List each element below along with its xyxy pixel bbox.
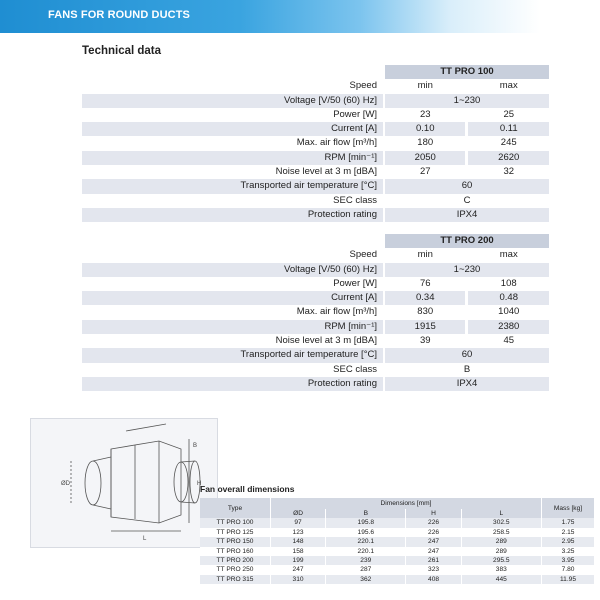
spec-label: Power [W] [333,277,377,289]
tech-data-table-tt-pro-100 [82,65,549,222]
spec-label: SEC class [333,194,377,206]
cell-mass: 2.15 [542,528,595,537]
dim-label-l: L [143,536,147,542]
spec-min: 180 [417,137,434,149]
cell-mass: 7.80 [542,565,595,574]
cell-b: 287 [326,565,406,574]
fan-outline-drawing [31,419,217,547]
cell-l: 383 [461,565,541,574]
dimensions-table [200,498,595,584]
cell-l: 295.5 [461,556,541,565]
spec-row [82,363,549,377]
spec-min: 76 [419,277,431,289]
cell-d: 158 [271,547,326,556]
spec-label: Power [W] [333,108,377,120]
spec-label: RPM [min⁻¹] [82,320,383,334]
spec-max: 1040 [498,306,520,318]
cell-b: 239 [326,556,406,565]
spec-min: 830 [417,306,434,318]
spec-min: min [417,80,433,92]
spec-row [82,194,549,208]
table-row [200,528,595,537]
spec-min: 39 [419,335,431,347]
cell-l: 302.5 [461,518,541,527]
table-row [200,518,595,527]
spec-max: 2620 [468,151,549,165]
spec-row [82,79,549,93]
dimensions-col-mass: Mass [kg] [542,498,595,518]
spec-label: Transported air temperature [°C] [82,348,383,362]
cell-type: TT PRO 125 [200,528,271,537]
spec-label: Voltage [V/50 (60) Hz] [82,263,383,277]
header-blank [82,234,383,248]
dimensions-col-b: B [326,509,406,518]
spec-row [82,348,549,362]
spec-min: 0.34 [385,291,465,305]
spec-label: Max. air flow [m³/h] [296,306,377,318]
spec-min: 0.10 [385,122,465,136]
spec-min: 27 [419,166,431,178]
spec-max: 2380 [468,320,549,334]
spec-value: C [463,194,471,206]
cell-mass: 2.95 [542,537,595,546]
spec-label: RPM [min⁻¹] [82,151,383,165]
spec-min: min [417,249,433,261]
dimensions-col-group: Dimensions [mm] [271,498,542,509]
cell-type: TT PRO 315 [200,575,271,584]
spec-row [82,277,549,291]
spec-max: 245 [500,137,517,149]
table-header-row [82,65,549,79]
spec-max: 45 [503,335,515,347]
cell-d: 97 [271,518,326,527]
spec-label: Noise level at 3 m [dBA] [275,166,377,178]
spec-label: Max. air flow [m³/h] [296,137,377,149]
spec-max: 32 [503,166,515,178]
cell-h: 261 [406,556,461,565]
cell-type: TT PRO 100 [200,518,271,527]
cell-h: 226 [406,518,461,527]
spec-min: 2050 [385,151,465,165]
cell-b: 220.1 [326,537,406,546]
model-name: TT PRO 100 [385,65,549,79]
cell-b: 362 [326,575,406,584]
dim-label-h: H [197,481,202,487]
table-header-row [82,234,549,248]
spec-row [82,136,549,150]
cell-type: TT PRO 160 [200,547,271,556]
spec-value: 60 [385,348,549,362]
table-row [200,537,595,546]
cell-h: 408 [406,575,461,584]
header-band [0,0,600,33]
spec-max: 108 [500,277,517,289]
spec-row [82,305,549,319]
spec-row [82,248,549,262]
table-row [200,565,595,574]
table-row [200,556,595,565]
spec-label: Current [A] [82,291,383,305]
spec-label: Current [A] [82,122,383,136]
dimensions-title: Fan overall dimensions [200,484,295,494]
spec-row [82,208,549,222]
dim-label-d: ØD [61,481,70,487]
cell-mass: 3.95 [542,556,595,565]
cell-mass: 3.25 [542,547,595,556]
fan-drawing [30,418,218,548]
spec-value: IPX4 [385,377,549,391]
cell-b: 195.8 [326,518,406,527]
spec-row [82,377,549,391]
cell-h: 247 [406,537,461,546]
spec-row [82,122,549,136]
cell-mass: 1.75 [542,518,595,527]
cell-d: 148 [271,537,326,546]
cell-b: 220.1 [326,547,406,556]
spec-value: 1~230 [385,263,549,277]
spec-label: Protection rating [82,377,383,391]
dimensions-col-d: ØD [271,509,326,518]
spec-min: 23 [419,108,431,120]
cell-d: 199 [271,556,326,565]
cell-l: 289 [461,547,541,556]
cell-type: TT PRO 150 [200,537,271,546]
spec-value: IPX4 [385,208,549,222]
dimensions-col-l: L [461,509,541,518]
spec-row [82,165,549,179]
model-name: TT PRO 200 [385,234,549,248]
cell-l: 258.5 [461,528,541,537]
cell-type: TT PRO 200 [200,556,271,565]
cell-h: 226 [406,528,461,537]
spec-row [82,334,549,348]
table-row [200,575,595,584]
cell-h: 247 [406,547,461,556]
dimensions-col-type: Type [200,498,271,518]
section-title: Technical data [82,45,162,57]
cell-b: 195.6 [326,528,406,537]
cell-l: 289 [461,537,541,546]
spec-row [82,291,549,305]
page-header-title: FANS FOR ROUND DUCTS [48,9,190,21]
cell-d: 247 [271,565,326,574]
spec-value: 60 [385,179,549,193]
table-row [200,547,595,556]
spec-max: 25 [503,108,515,120]
spec-value: B [463,363,471,375]
spec-min: 1915 [385,320,465,334]
spec-label: Noise level at 3 m [dBA] [275,335,377,347]
spec-max: 0.48 [468,291,549,305]
spec-max: max [499,249,518,261]
spec-max: max [499,80,518,92]
cell-d: 310 [271,575,326,584]
cell-mass: 11.95 [542,575,595,584]
tech-data-table-tt-pro-200 [82,234,549,391]
spec-label: Speed [349,80,377,92]
spec-row [82,151,549,165]
cell-type: TT PRO 250 [200,565,271,574]
spec-row [82,263,549,277]
spec-label: Transported air temperature [°C] [82,179,383,193]
spec-row [82,320,549,334]
spec-row [82,108,549,122]
dim-label-b: B [193,443,198,449]
cell-l: 445 [461,575,541,584]
spec-label: Speed [349,249,377,261]
spec-max: 0.11 [468,122,549,136]
spec-row [82,94,549,108]
cell-d: 123 [271,528,326,537]
cell-h: 323 [406,565,461,574]
spec-row [82,179,549,193]
dimensions-col-h: H [406,509,461,518]
spec-value: 1~230 [385,94,549,108]
spec-label: Voltage [V/50 (60) Hz] [82,94,383,108]
header-blank [82,65,383,79]
spec-label: SEC class [333,363,377,375]
dimensions-header-row [200,498,595,509]
spec-label: Protection rating [82,208,383,222]
